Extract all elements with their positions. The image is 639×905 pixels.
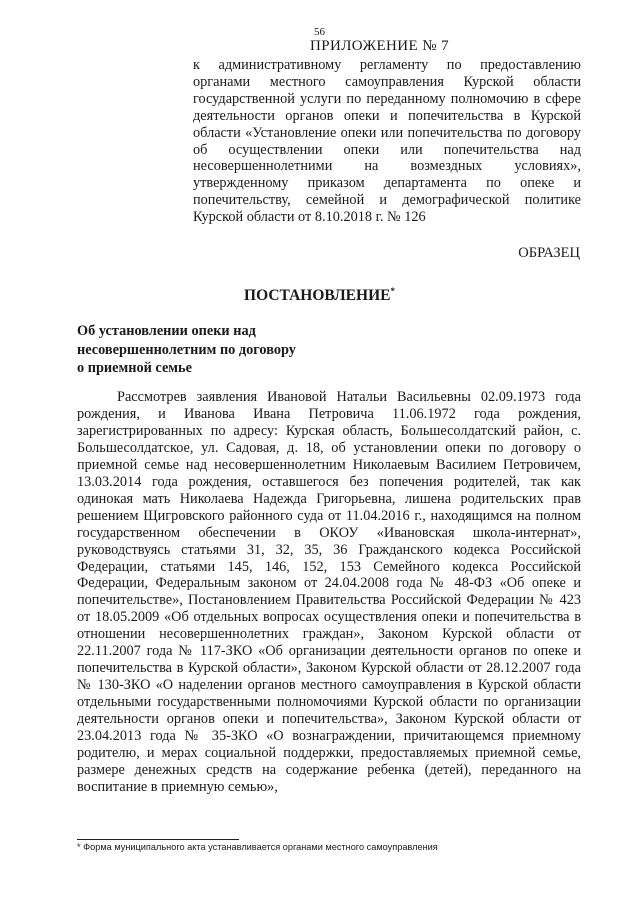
page-number: 56 — [314, 26, 325, 38]
document-body: Рассмотрев заявления Ивановой Натальи Васильевны 02.09.1973 года рождения, и Иванова Ивана Петровича 11.06.1972 года рождения, зарегистрированных по адресу: Курская область, Большесолдатский район, с. Большесолдатское, ул. Садовая, д. 18, об установлении опеки по договору о приемной семье над несовершеннолетним Николаевым Василием Петровичем, 13.03.2014 года рождения, оставшегося без попечения родителей, так как одинокая мать Николаева Надежда Григорьевна, лишена родительских прав решением Щигровского районного суда от 11.04.2016 г., находящимся на полном государственном обеспечении в ОКОУ «Ивановская школа-интернат», руководствуясь статьями 31, 32, 35, 36 Гражданского кодекса Российской Федерации, статьями 145, 146, 152, 153 Семейного кодекса Российской Федерации, Федеральным законом от 24.04.2008 года № 48-ФЗ «Об опеке и попечительстве», Постановлением Правительства Российской Федерации № 423 от 18.05.2009 «Об отдельных вопросах осуществления опеки и попечительства в отношении несовершеннолетних граждан», Законом Курской области от 22.11.2007 года № 117-ЗКО «Об организации деятельности органов по опеке и попечительства в Курской области», Законом Курской области от 28.12.2007 года № 130-ЗКО «О наделении органов местного самоуправления в Курской области отдельными государственными полномочиями Курской области по организации деятельности органов опеки и попечительства», Законом Курской области от 23.04.2013 года № 35-ЗКО «О вознаграждении, причитающемся приемному родителю, и мерах социальной поддержки, предоставляемых приемной семье, размере денежных средств на содержание ребенка (детей), переданного на воспитание в приемную семью», — [77, 389, 581, 795]
document-subject — [77, 322, 337, 378]
subject-line: несовершеннолетним по договору — [77, 341, 296, 358]
footnote-divider — [77, 839, 239, 840]
subject-line: Об установлении опеки над — [77, 323, 256, 339]
document-title — [0, 286, 639, 305]
sample-label: ОБРАЗЕЦ — [518, 245, 580, 261]
appendix-text: к административному регламенту по предоставлению органами местного самоуправления Курской области государственной услуги по переданному полномочию в сфере деятельности органов опеки и попечительства в Курской области «Установление опеки или попечительства по договору об осуществлении опеки или попечительства над несовершеннолетними на возмездных условиях», утвержденному приказом департамента по опеке и попечительству, семейной и демографической политике Курской области от 8.10.2018 г. № 126 — [193, 57, 581, 226]
subject-line: о приемной семье — [77, 360, 192, 377]
footnote-text: Форма муниципального акта устанавливается органами местного самоуправления — [83, 842, 438, 852]
appendix-title: ПРИЛОЖЕНИЕ № 7 — [310, 38, 449, 54]
document-title-text: ПОСТАНОВЛЕНИЕ — [244, 287, 391, 305]
footnote-mark: * — [77, 842, 81, 852]
footnote — [77, 842, 581, 852]
footnote-mark: * — [390, 286, 395, 296]
